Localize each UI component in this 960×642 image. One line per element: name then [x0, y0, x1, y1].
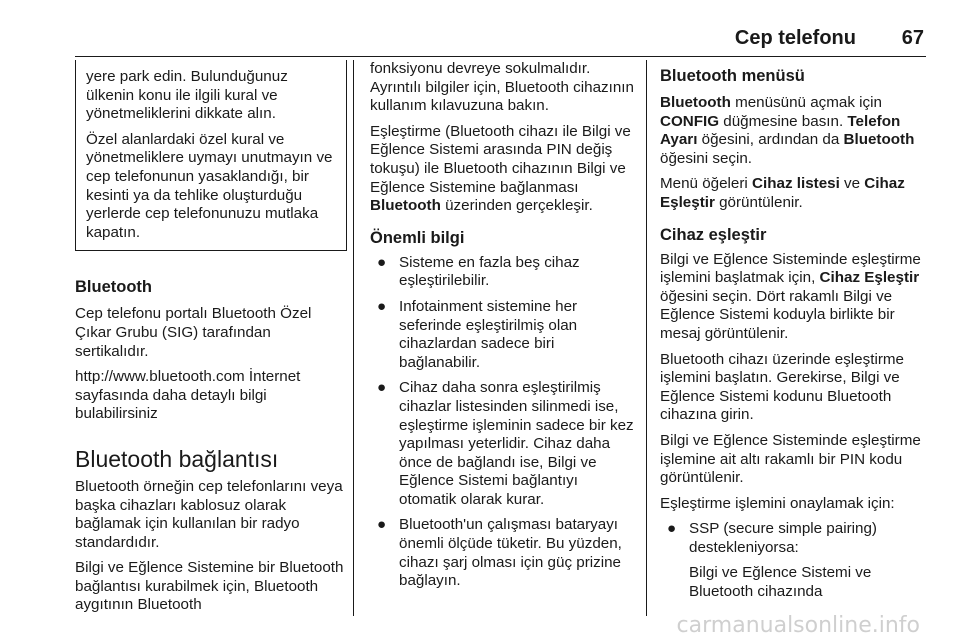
- notice-paragraph: Özel alanlardaki özel kural ve yönetmeliklere uymayı unutmayın ve cep telefonunun yasaklandığı, bir kesinti ya da tehlike oluşturduğu yerlerde cep telefonunuzu mutlaka kapatın.: [86, 130, 333, 241]
- column-separator: [353, 60, 354, 616]
- header-title: Cep telefonu: [734, 27, 856, 49]
- watermark: carmanualsonline.info: [676, 613, 920, 639]
- column-1: [75, 60, 347, 622]
- confirm-list: [660, 520, 930, 601]
- important-heading: Önemli bilgi: [370, 228, 465, 247]
- paragraph: Bluetooth menüsünü açmak için CONFIG düğmesine basın. Telefon Ayarı öğesini, ardından da Bluetooth öğesini seçin.: [660, 94, 915, 167]
- page-header: [75, 27, 926, 57]
- page-number: 67: [901, 27, 924, 49]
- paragraph: Cep telefonu portalı Bluetooth Özel Çıkar Grubu (SIG) tarafından sertikalıdır.: [75, 305, 312, 360]
- paragraph: Bilgi ve Eğlence Sisteminde eşleştirme işlemine ait altı rakamlı bir PIN kodu görüntülenir.: [660, 431, 921, 487]
- pair-heading: Cihaz eşleştir: [660, 225, 767, 244]
- paragraph: Menü öğeleri Cihaz listesi ve Cihaz Eşleştir görüntülenir.: [660, 175, 905, 211]
- list-item: ● Bluetooth'un çalışması bataryayı önemli ölçüde tüketir. Bu yüzden, cihazı şarj olması için güç prizine bağlayın.: [377, 516, 622, 590]
- bullet-icon: ●: [377, 379, 387, 397]
- paragraph: Bluetooth cihazı üzerinde eşleştirme işlemini başlatın. Gerekirse, Bilgi ve Eğlence Sistemi kodunu Bluetooth cihazına girin.: [660, 350, 904, 424]
- connection-heading: Bluetooth bağlantısı: [75, 445, 279, 472]
- bullet-icon: ●: [377, 253, 387, 271]
- paragraph: fonksiyonu devreye sokulmalıdır. Ayrıntılı bilgiler için, Bluetooth cihazının kullanım kılavuzuna bakın.: [370, 60, 634, 115]
- column-separator: [646, 60, 647, 616]
- header-rule: [75, 56, 926, 57]
- paragraph: Bilgi ve Eğlence Sisteminde eşleştirme işlemini başlatmak için, Cihaz Eşleştir öğesini seçin. Dört rakamlı Bilgi ve Eğlence Sistemi koduyla birlikte bir mesaj görüntülenir.: [660, 250, 921, 342]
- menu-heading: Bluetooth menüsü: [660, 67, 805, 85]
- paragraph: Eşleştirme işlemini onaylamak için:: [660, 494, 895, 512]
- list-item: ● Infotainment sistemine her seferinde eşleştirilmiş olan cihazlardan sadece biri bağlanabilir.: [377, 297, 578, 371]
- paragraph: Bluetooth örneğin cep telefonlarını veya başka cihazları kablosuz olarak bağlamak için kullanılan bir radyo standardıdır.: [75, 477, 343, 551]
- paragraph: http://www.bluetooth.com İnternet sayfasında daha detaylı bilgi bulabilirsiniz: [75, 368, 301, 423]
- important-list: [370, 254, 635, 591]
- column-2: [370, 60, 635, 598]
- notice-box: [75, 60, 347, 251]
- bluetooth-heading: Bluetooth: [75, 278, 152, 297]
- list-item: ● Cihaz daha sonra eşleştirilmiş cihazlar listesinden silinmedi ise, eşleştirme işleminin sadece bir kez yapılması yeterlidir. Cihaz daha önce de bağlandı ise, Bilgi ve Eğlence Sistemi bağlantıyı otomatik olarak kurar.: [377, 379, 634, 508]
- sub-paragraph: Bilgi ve Eğlence Sistemi ve Bluetooth cihazında: [689, 564, 872, 601]
- list-item: ● SSP (secure simple pairing) destekleniyorsa: Bilgi ve Eğlence Sistemi ve Bluetooth cihazında: [660, 520, 930, 601]
- column-3: [660, 60, 930, 609]
- paragraph: Eşleştirme (Bluetooth cihazı ile Bilgi ve Eğlence Sistemi arasında PIN değiş tokuşu) ile Bluetooth cihazının Bilgi ve Eğlence Sistemine bağlanması Bluetooth üzerinden gerçekleşir.: [370, 122, 631, 215]
- list-item: ● Sisteme en fazla beş cihaz eşleştirilebilir.: [377, 253, 580, 290]
- bullet-icon: ●: [377, 516, 387, 534]
- notice-paragraph: yere park edin. Bulunduğunuz ülkenin konu ile ilgili kural ve yönetmeliklerini dikkate alın.: [86, 68, 288, 123]
- bullet-icon: ●: [667, 520, 677, 538]
- bullet-icon: ●: [377, 297, 387, 315]
- paragraph: Bilgi ve Eğlence Sistemine bir Bluetooth bağlantısı kurabilmek için, Bluetooth aygıtının Bluetooth: [75, 559, 344, 614]
